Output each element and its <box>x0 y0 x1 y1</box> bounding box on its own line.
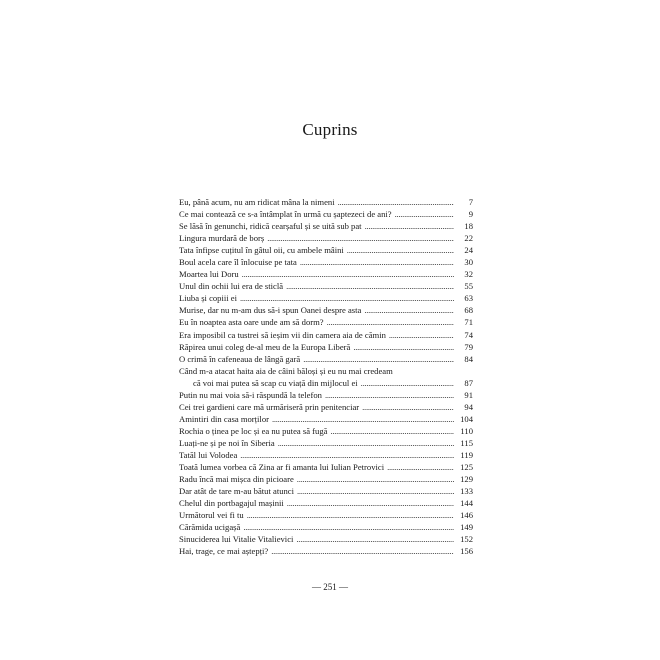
toc-entry <box>179 256 473 268</box>
toc-entry-title: Răpirea unui coleg de-al meu de la Europa Liberă <box>179 341 351 352</box>
toc-entry-page: 104 <box>460 413 473 424</box>
toc-entry-title: Când m-a atacat haita aia de câini băloși și eu nu mai credeam <box>179 365 393 376</box>
dot-leader <box>286 280 454 292</box>
dot-leader <box>362 401 454 413</box>
toc-entry <box>179 304 473 316</box>
toc-entry-page: 125 <box>460 462 473 473</box>
dot-leader <box>353 341 454 353</box>
toc-entry-page: 32 <box>464 269 473 280</box>
toc-entry-page: 71 <box>464 317 473 328</box>
toc-entry-page: 79 <box>464 341 473 352</box>
toc-entry-title: Sinuciderea lui Vitalie Vitalievici <box>179 534 294 545</box>
toc-entry-title: Tata înfipse cuțitul în gâtul oii, cu ambele mâini <box>179 245 344 256</box>
dot-leader <box>271 545 454 557</box>
toc-entry-page: 133 <box>460 486 473 497</box>
dot-leader <box>240 292 454 304</box>
dot-leader <box>338 196 454 208</box>
toc-entry <box>179 521 473 533</box>
toc-entry <box>179 473 473 485</box>
toc-entry-title: Amintiri din casa morților <box>179 413 269 424</box>
toc-entry-title: Chelul din portbagajul mașinii <box>179 498 284 509</box>
toc-entry-title: Rochia o ținea pe loc și ea nu putea să fugă <box>179 425 328 436</box>
toc-entry <box>179 401 473 413</box>
dot-leader <box>364 304 454 316</box>
dot-leader <box>300 256 454 268</box>
toc-entry-page: 152 <box>460 534 473 545</box>
toc-entry <box>179 208 473 220</box>
dot-leader <box>365 220 454 232</box>
toc-entry <box>179 461 473 473</box>
page-title: Cuprins <box>302 120 358 139</box>
toc-entry-page: 7 <box>468 197 473 207</box>
toc-entry <box>179 437 473 449</box>
toc-entry-title: Toată lumea vorbea că Zina ar fi amanta lui Iulian Petrovici <box>179 462 385 473</box>
dot-leader <box>278 437 454 449</box>
toc-entry-title: Radu încă mai mișca din picioare <box>179 474 294 485</box>
table-of-contents <box>179 196 473 557</box>
toc-entry <box>179 485 473 497</box>
dot-leader <box>240 449 454 461</box>
dot-leader <box>296 533 454 545</box>
dot-leader <box>247 509 454 521</box>
dot-leader <box>243 521 454 533</box>
toc-entry-page: 68 <box>464 305 473 316</box>
toc-entry <box>179 268 473 280</box>
dot-leader <box>297 485 454 497</box>
toc-entry-title: Cărămida ucigașă <box>179 522 241 533</box>
toc-entry-title-continued: că voi mai putea să scap cu viață din mijlocul ei <box>193 377 358 388</box>
toc-entry-title: Cei trei gardieni care mă urmăriseră prin penitenciar <box>179 401 360 412</box>
page-number: — 251 — <box>312 582 348 592</box>
toc-entry-title: Următorul vei fi tu <box>179 510 244 521</box>
toc-entry-page: 63 <box>464 293 473 304</box>
toc-entry-page: 146 <box>460 510 473 521</box>
toc-entry-page: 115 <box>460 437 473 448</box>
toc-entry-title: Murise, dar nu m-am dus să-i spun Oanei despre asta <box>179 305 362 316</box>
toc-entry-page: 55 <box>464 281 473 292</box>
toc-entry-title: Tatăl lui Volodea <box>179 449 238 460</box>
toc-entry <box>179 329 473 341</box>
dot-leader <box>325 389 454 401</box>
toc-entry-page: 9 <box>468 209 473 220</box>
toc-entry-page: 30 <box>464 257 473 268</box>
toc-entry-title: Liuba și copiii ei <box>179 293 237 304</box>
toc-entry <box>179 280 473 292</box>
toc-entry-title: Luați-ne și pe noi în Siberia <box>179 437 275 448</box>
toc-entry-page: 91 <box>464 389 473 400</box>
toc-entry-page: 119 <box>460 449 473 460</box>
dot-leader <box>297 473 454 485</box>
toc-entry <box>179 449 473 461</box>
toc-entry-page: 110 <box>460 425 473 436</box>
toc-entry <box>179 316 473 328</box>
dot-leader <box>303 353 454 365</box>
dot-leader <box>330 425 454 437</box>
dot-leader <box>347 244 454 256</box>
dot-leader <box>395 208 454 220</box>
toc-entry <box>179 413 473 425</box>
toc-entry-title: Eu în noaptea asta oare unde am să dorm? <box>179 317 324 328</box>
toc-entry <box>179 533 473 545</box>
toc-entry <box>179 389 473 401</box>
toc-entry-page: 24 <box>464 245 473 256</box>
toc-entry-page: 129 <box>460 474 473 485</box>
toc-entry <box>179 545 473 557</box>
toc-entry <box>179 232 473 244</box>
toc-entry-title: Dar atât de tare m-au bătut atunci <box>179 486 295 497</box>
toc-entry <box>179 509 473 521</box>
toc-entry-page: 94 <box>464 401 473 412</box>
toc-entry-page: 18 <box>464 221 473 232</box>
toc-entry <box>179 353 473 365</box>
toc-entry-title: Boul acela care îl înlocuise pe tata <box>179 257 297 268</box>
toc-entry-page: 149 <box>460 522 473 533</box>
toc-entry-title: O crimă în cafeneaua de lângă gară <box>179 353 301 364</box>
toc-entry <box>179 292 473 304</box>
toc-entry-page: 22 <box>464 233 473 244</box>
toc-entry <box>179 365 473 389</box>
toc-entry-title: Era imposibil ca tustrei să ieșim vii din camera aia de cămin <box>179 329 386 340</box>
dot-leader <box>389 329 454 341</box>
toc-entry-page: 74 <box>464 329 473 340</box>
toc-entry <box>179 196 473 208</box>
toc-entry <box>179 244 473 256</box>
toc-entry <box>179 497 473 509</box>
dot-leader <box>242 268 454 280</box>
dot-leader <box>387 461 454 473</box>
toc-entry-title: Unul din ochii lui era de sticlă <box>179 281 284 292</box>
toc-entry-page: 144 <box>460 498 473 509</box>
toc-entry <box>179 341 473 353</box>
toc-entry-title: Putin nu mai voia să-i răspundă la telefon <box>179 389 322 400</box>
dot-leader <box>267 232 454 244</box>
toc-entry-title: Moartea lui Doru <box>179 269 239 280</box>
toc-entry-page: 84 <box>464 353 473 364</box>
toc-entry <box>179 425 473 437</box>
toc-entry-page: 156 <box>460 546 473 557</box>
toc-entry-page: 87 <box>464 377 473 388</box>
toc-entry-title: Eu, până acum, nu am ridicat mâna la nimeni <box>179 197 335 207</box>
toc-entry-title: Hai, trage, ce mai aștepți? <box>179 546 269 557</box>
dot-leader <box>272 413 454 425</box>
dot-leader <box>361 377 454 389</box>
toc-entry-title: Ce mai contează ce s-a întâmplat în urmă cu șaptezeci de ani? <box>179 209 392 220</box>
toc-entry <box>179 220 473 232</box>
toc-entry-title: Lingura murdară de borș <box>179 233 265 244</box>
toc-entry-title: Se lăsă în genunchi, ridică cearșaful și se uită sub pat <box>179 221 362 232</box>
dot-leader <box>287 497 454 509</box>
dot-leader <box>327 316 454 328</box>
